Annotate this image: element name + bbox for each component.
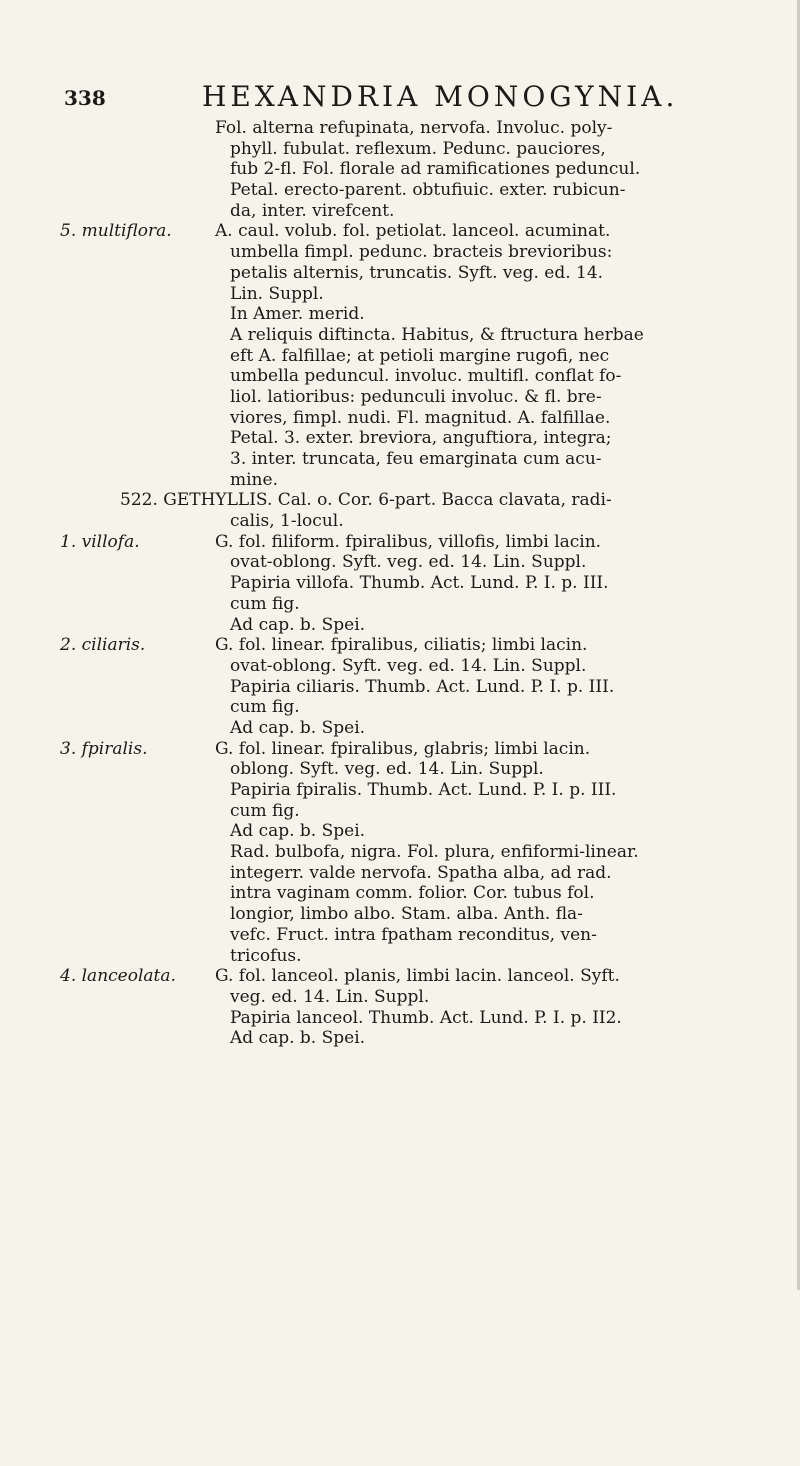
line-text: Petal. erecto-parent. obtufiuic. exter. rubicun- (230, 180, 626, 201)
text-line (40, 325, 780, 346)
line-text: mine. (230, 469, 278, 490)
genus-heading: 522. GETHYLLIS. Cal. o. Cor. 6-part. Bacca clavata, radi- (120, 490, 612, 511)
line-text: calis, 1-locul. (230, 511, 344, 532)
text-line (40, 842, 780, 863)
line-text: cum fig. (230, 593, 300, 614)
line-text: Ad cap. b. Spei. (230, 821, 366, 842)
line-text: Ad cap. b. Spei. (230, 614, 366, 635)
line-text: Lin. Suppl. (230, 283, 324, 304)
text-line (40, 821, 780, 842)
text-line (40, 594, 780, 615)
text-line (40, 511, 780, 532)
line-text: Papiria lanceol. Thumb. Act. Lund. P. I. p. II2. (230, 1007, 622, 1028)
text-line (40, 304, 780, 325)
line-text: 3. inter. truncata, feu emarginata cum acu- (230, 449, 602, 469)
text-line (40, 904, 780, 925)
text-line (40, 739, 780, 760)
line-text: oblong. Syft. veg. ed. 14. Lin. Suppl. (230, 759, 544, 780)
line-text: Papiria villofa. Thumb. Act. Lund. P. I. p. III. (230, 573, 609, 594)
line-text: intra vaginam comm. folior. Cor. tubus fol. (230, 883, 595, 904)
text-line (40, 263, 780, 284)
line-text: G. fol. linear. fpiralibus, glabris; limbi lacin. (215, 738, 591, 759)
line-text: veg. ed. 14. Lin. Suppl. (230, 986, 430, 1007)
line-text: vefc. Fruct. intra fpatham reconditus, ven- (230, 924, 597, 945)
text-line (40, 1008, 780, 1029)
text-line (40, 635, 780, 656)
text-line (40, 718, 780, 739)
text-line (40, 201, 780, 222)
line-text: cum fig. (230, 800, 300, 821)
line-text: G. fol. lanceol. planis, limbi lacin. lanceol. Syft. (215, 966, 620, 987)
text-line (40, 366, 780, 387)
line-text: Rad. bulbofa, nigra. Fol. plura, enfiformi-linear. (230, 842, 639, 863)
species-number: 2. ciliaris. (60, 635, 146, 656)
line-text: Papiria fpiralis. Thumb. Act. Lund. P. I. p. III. (230, 780, 617, 800)
line-text: phyll. fubulat. reflexum. Pedunc. pauciores, (230, 138, 606, 159)
line-text: A. caul. volub. fol. petiolat. lanceol. acuminat. (215, 221, 611, 242)
species-number: 3. fpiralis. (60, 738, 148, 759)
text-line (40, 780, 780, 801)
page-body (40, 118, 780, 1049)
species-number: 5. multiflora. (60, 221, 172, 242)
text-line (40, 1028, 780, 1049)
line-text: Papiria ciliaris. Thumb. Act. Lund. P. I. p. III. (230, 676, 615, 697)
text-line (40, 242, 780, 263)
page-header (52, 78, 772, 114)
text-line (40, 159, 780, 180)
line-text: ovat-oblong. Syft. veg. ed. 14. Lin. Suppl. (230, 552, 587, 573)
text-line (40, 346, 780, 367)
text-line (40, 470, 780, 491)
text-line (40, 490, 780, 511)
species-number: 4. lanceolata. (60, 966, 176, 987)
line-text: umbella peduncul. involuc. multifl. conflat fo- (230, 366, 622, 387)
line-text: umbella fimpl. pedunc. bracteis brevioribus: (230, 242, 613, 263)
text-line (40, 946, 780, 967)
text-line (40, 759, 780, 780)
line-text: cum fig. (230, 697, 300, 718)
line-text: Ad cap. b. Spei. (230, 1028, 366, 1049)
line-text: petalis alternis, truncatis. Syft. veg. ed. 14. (230, 262, 604, 283)
text-line (40, 180, 780, 201)
page-edge (789, 0, 800, 1290)
text-line (40, 532, 780, 553)
text-line (40, 449, 780, 470)
text-line (40, 408, 780, 429)
species-number: 1. villofa. (60, 531, 140, 552)
text-line (40, 966, 780, 987)
text-line (40, 883, 780, 904)
text-line (40, 615, 780, 636)
text-line (40, 387, 780, 408)
line-text: G. fol. linear. fpiralibus, ciliatis; limbi lacin. (215, 635, 588, 656)
line-text: Petal. 3. exter. breviora, anguftiora, integra; (230, 428, 612, 449)
text-line (40, 925, 780, 946)
line-text: longior, limbo albo. Stam. alba. Anth. fla- (230, 904, 583, 925)
line-text: ovat-oblong. Syft. veg. ed. 14. Lin. Suppl. (230, 655, 587, 676)
text-line (40, 801, 780, 822)
text-line (40, 863, 780, 884)
text-line (40, 677, 780, 698)
text-line (40, 118, 780, 139)
line-text: liol. latioribus: pedunculi involuc. & fl. bre- (230, 386, 602, 407)
text-line (40, 573, 780, 594)
line-text: viores, fimpl. nudi. Fl. magnitud. A. falfillae. (230, 407, 611, 428)
line-text: Fol. alterna refupinata, nervofa. Involuc. poly- (215, 118, 613, 138)
line-text: G. fol. filiform. fpiralibus, villofis, limbi lacin. (215, 531, 602, 552)
line-text: integerr. valde nervofa. Spatha alba, ad rad. (230, 862, 612, 883)
line-text: eft A. falfillae; at petioli margine rugofi, nec (230, 345, 610, 366)
text-line (40, 987, 780, 1008)
text-line (40, 428, 780, 449)
line-text: tricofus. (230, 945, 302, 966)
running-head: HEXANDRIA MONOGYNIA. (202, 80, 679, 113)
line-text: fub 2-fl. Fol. florale ad ramificationes peduncul. (230, 159, 641, 180)
page-number: 338 (64, 86, 106, 110)
line-text: In Amer. merid. (230, 304, 365, 325)
text-line (40, 221, 780, 242)
text-line (40, 656, 780, 677)
text-line (40, 139, 780, 160)
line-text: da, inter. virefcent. (230, 200, 395, 221)
line-text: A reliquis diftincta. Habitus, & ftructura herbae (230, 324, 644, 345)
line-text: Ad cap. b. Spei. (230, 717, 366, 738)
text-line (40, 697, 780, 718)
text-line (40, 284, 780, 305)
text-line (40, 552, 780, 573)
